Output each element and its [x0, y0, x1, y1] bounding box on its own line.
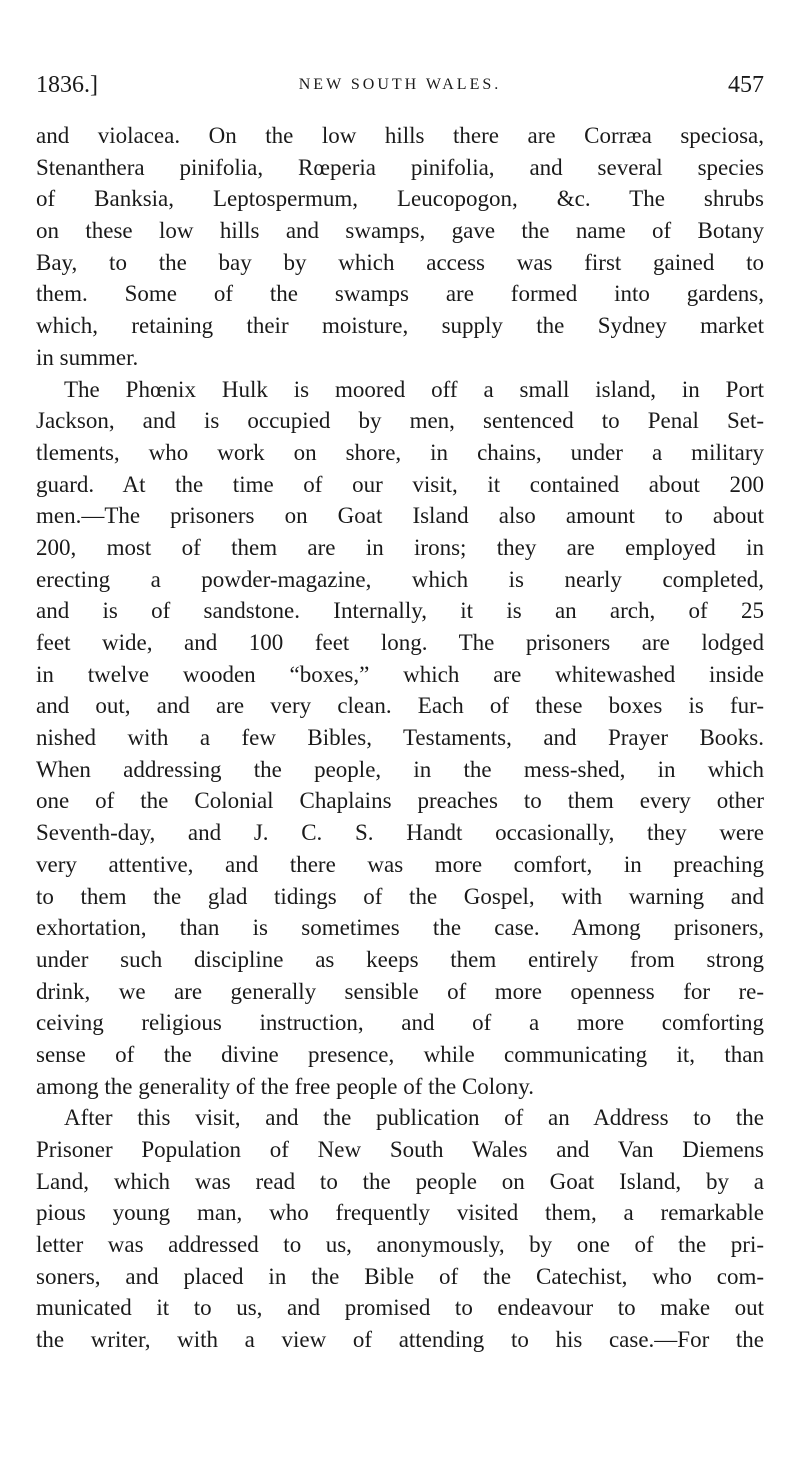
text-line: under such discipline as keeps them entirely from strong [36, 946, 764, 972]
text-line: and out, and are very clean. Each of these boxes is fur- [36, 693, 764, 719]
text-line: When addressing the people, in the mess-shed, in which [36, 756, 764, 782]
text-line: them. Some of the swamps are formed into gardens, [36, 281, 764, 307]
text-line: erecting a powder-magazine, which is nearly completed, [36, 566, 764, 592]
text-line: of Banksia, Leptospermum, Leucopogon, &c. The shrubs [36, 186, 764, 212]
text-line: on these low hills and swamps, gave the name of Botany [36, 218, 764, 244]
text-line: and is of sandstone. Internally, it is an arch, of 25 [36, 598, 764, 624]
paragraph-first-line: The Phœnix Hulk is moored off a small island, in Port [64, 376, 764, 402]
text-line: and violacea. On the low hills there are Corræa speciosa, [36, 123, 764, 148]
text-line: soners, and placed in the Bible of the Catechist, who com- [36, 1263, 764, 1289]
text-line: pious young man, who frequently visited them, a remarkable [36, 1200, 764, 1226]
text-line: one of the Colonial Chaplains preaches to them every other [36, 788, 764, 814]
text-line-last: in summer. [36, 344, 139, 370]
text-line: municated it to us, and promised to endeavour to make out [36, 1295, 764, 1321]
text-line: feet wide, and 100 feet long. The prisoners are lodged [36, 630, 764, 655]
running-head-year: 1836.] [36, 72, 98, 98]
text-line: Land, which was read to the people on Goat Island, by a [36, 1168, 764, 1194]
text-line: Bay, to the bay by which access was first gained to [36, 249, 764, 275]
text-line: Stenanthera pinifolia, Rœperia pinifolia, and several species [36, 154, 764, 180]
text-line: 200, most of them are in irons; they are employed in [36, 534, 764, 560]
text-line: ceiving religious instruction, and of a more comforting [36, 1010, 764, 1036]
running-head-title: NEW SOUTH WALES. [298, 76, 502, 93]
text-line: sense of the divine presence, while communicating it, than [36, 1041, 764, 1067]
text-line: Jackson, and is occupied by men, sentenced to Penal Set- [36, 408, 764, 434]
text-line: letter was addressed to us, anonymously, by one of the pri- [36, 1232, 764, 1258]
text-line: the writer, with a view of attending to his case.—For the [36, 1327, 764, 1353]
text-line: which, retaining their moisture, supply the Sydney market [36, 313, 764, 339]
text-line: to them the glad tidings of the Gospel, with warning and [36, 883, 764, 909]
text-line: drink, we are generally sensible of more openness for re- [36, 978, 764, 1004]
page-number: 457 [728, 72, 764, 98]
text-line: tlements, who work on shore, in chains, under a military [36, 439, 764, 465]
text-line: Prisoner Population of New South Wales and Van Diemens [36, 1137, 764, 1162]
running-head [36, 68, 764, 102]
paragraph-first-line: After this visit, and the publication of an Address to the [64, 1105, 764, 1131]
text-line-last: among the generality of the free people of the Colony. [36, 1073, 534, 1099]
text-line: nished with a few Bibles, Testaments, and Prayer Books. [36, 725, 764, 751]
text-line: men.—The prisoners on Goat Island also amount to about [36, 503, 764, 529]
text-line: exhortation, than is sometimes the case. Among prisoners, [36, 915, 764, 941]
text-line: Seventh-day, and J. C. S. Handt occasionally, they were [36, 820, 764, 846]
text-line: very attentive, and there was more comfort, in preaching [36, 851, 764, 877]
body-text [36, 120, 764, 1356]
text-line: guard. At the time of our visit, it contained about 200 [36, 471, 764, 497]
text-line: in twelve wooden “boxes,” which are whitewashed inside [36, 661, 764, 687]
